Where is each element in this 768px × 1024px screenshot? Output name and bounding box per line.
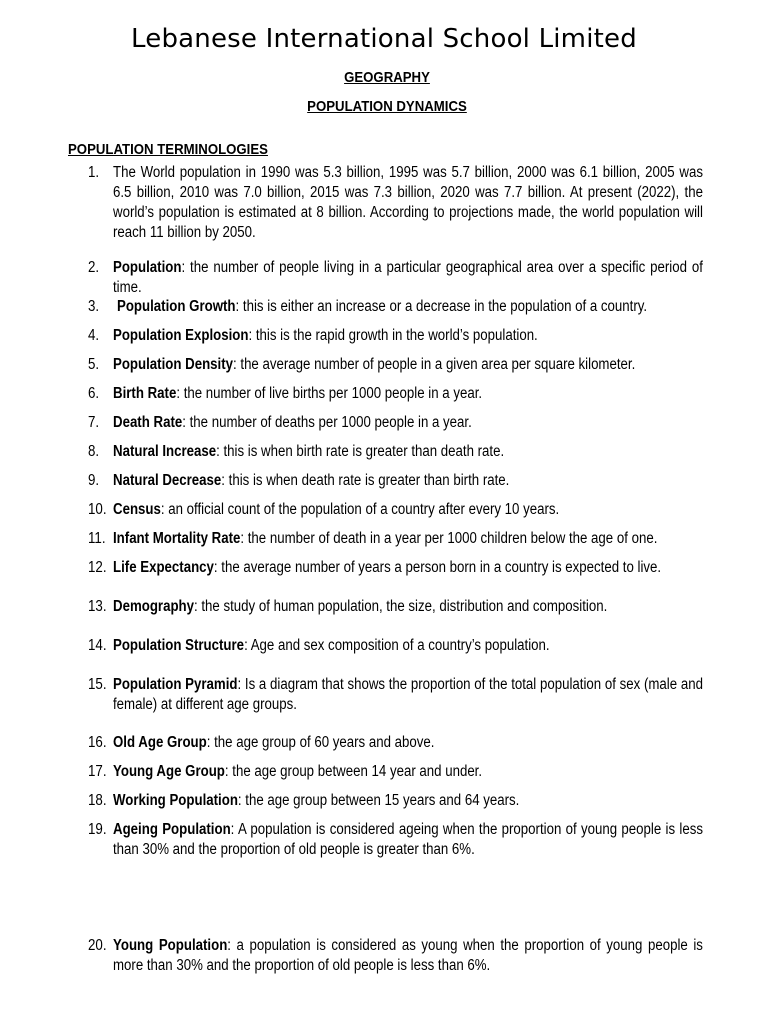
item-number: 3. (88, 298, 100, 315)
item-text: : the age group of 60 years and above. (206, 734, 435, 751)
item-term: Infant Mortality Rate (113, 530, 241, 547)
item-text: : A population is considered ageing when the proportion of young people is less than 30% and the proportion of old people is greater than 6%. (113, 821, 703, 858)
item-text: : Age and sex composition of a country’s population. (244, 637, 550, 654)
item-number: 13. (88, 598, 107, 615)
item-number: 2. (88, 259, 100, 276)
item-number: 20. (88, 937, 107, 954)
item-term: Life Expectancy (113, 559, 214, 576)
item-term: Working Population (113, 792, 238, 809)
item-term: Population Density (113, 356, 234, 373)
item-term: Ageing Population (113, 821, 231, 838)
item-text: : the number of deaths per 1000 people in a year. (182, 414, 472, 431)
item-text: : the number of people living in a particular geographical area over a specific period of time. (113, 259, 703, 296)
item-term: Census (113, 501, 161, 518)
item-text: : the number of live births per 1000 people in a year. (176, 385, 483, 402)
item-number: 8. (88, 443, 100, 460)
item-term: Population Growth (117, 298, 236, 315)
item-text: : this is either an increase or a decrease in the population of a country. (235, 298, 648, 315)
item-number: 10. (88, 501, 107, 518)
item-number: 11. (88, 530, 106, 547)
item-term: Natural Increase (113, 443, 217, 460)
item-number: 12. (88, 559, 107, 576)
item-term: Old Age Group (113, 734, 207, 751)
subject-heading: GEOGRAPHY (344, 69, 430, 86)
item-text: The World population in 1990 was 5.3 billion, 1995 was 5.7 billion, 2000 was 6.1 billion, 2005 was 6.5 billion, 2010 was 7.0 billion, 2015 was 7.3 billion, 2020 was 7.7 billion. At present (2022), the world’s population is estimated at 8 billion. According to projections made, the world population will reach 11 billion by 2050. (113, 164, 703, 241)
item-term: Young Population (113, 937, 228, 954)
item-text: : a population is considered as young when the proportion of young people is more than 30% and the proportion of old people is less than 6%. (113, 937, 703, 974)
item-number: 7. (88, 414, 100, 431)
item-term: Population Pyramid (113, 676, 238, 693)
item-term: Population Explosion (113, 327, 249, 344)
item-number: 14. (88, 637, 107, 654)
item-text: : the average number of years a person born in a country is expected to live. (213, 559, 662, 576)
item-term: Young Age Group (113, 763, 225, 780)
item-text: : this is the rapid growth in the world’s population. (248, 327, 538, 344)
item-text: : this is when birth rate is greater than death rate. (216, 443, 505, 460)
section-heading: POPULATION TERMINOLOGIES (68, 141, 268, 158)
item-number: 4. (88, 327, 100, 344)
item-number: 6. (88, 385, 100, 402)
item-text: : the age group between 15 years and 64 years. (237, 792, 520, 809)
item-number: 1. (88, 164, 100, 181)
item-term: Population Structure (113, 637, 245, 654)
item-term: Population (113, 259, 182, 276)
item-term: Demography (113, 598, 195, 615)
item-term: Natural Decrease (113, 472, 222, 489)
item-text: : this is when death rate is greater than birth rate. (221, 472, 510, 489)
school-title: Lebanese International School Limited (131, 24, 637, 54)
item-text: : the number of death in a year per 1000 children below the age of one. (240, 530, 658, 547)
item-number: 15. (88, 676, 107, 693)
item-text: : Is a diagram that shows the proportion of the total population of sex (male and female) at different age groups. (113, 676, 703, 713)
item-number: 16. (88, 734, 107, 751)
item-term: Birth Rate (113, 385, 177, 402)
item-text: : the age group between 14 year and under. (224, 763, 483, 780)
item-text: : an official count of the population of a country after every 10 years. (160, 501, 560, 518)
item-number: 17. (88, 763, 107, 780)
item-text: : the average number of people in a given area per square kilometer. (233, 356, 636, 373)
item-number: 19. (88, 821, 107, 838)
item-number: 5. (88, 356, 100, 373)
item-number: 18. (88, 792, 107, 809)
topic-heading: POPULATION DYNAMICS (307, 98, 467, 115)
item-text: : the study of human population, the size, distribution and composition. (194, 598, 608, 615)
item-term: Death Rate (113, 414, 183, 431)
item-number: 9. (88, 472, 100, 489)
